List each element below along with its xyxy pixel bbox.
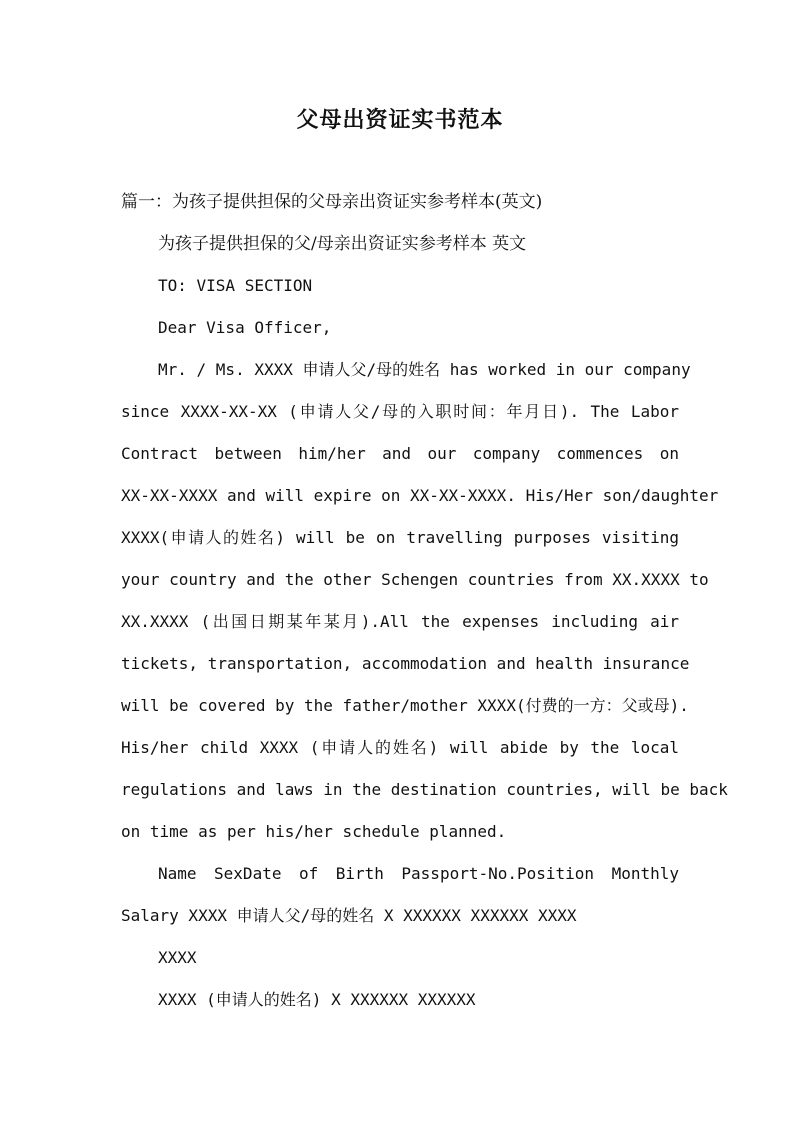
body-line: XX.XXXX (出国日期某年某月).All the expenses including air: [121, 612, 679, 631]
body-line: Contract between him/her and our company commences on: [121, 444, 679, 463]
table-row-line: XXXX: [158, 948, 197, 967]
document-title: 父母出资证实书范本: [296, 107, 504, 133]
table-row-line: XXXX (申请人的姓名) X XXXXXX XXXXXX: [158, 990, 476, 1009]
body-line: XX-XX-XXXX and will expire on XX-XX-XXXX. His/Her son/daughter: [121, 486, 719, 505]
body-line: His/her child XXXX (申请人的姓名) will abide by the local: [121, 738, 679, 757]
to-line: TO: VISA SECTION: [158, 276, 313, 295]
body-line: since XXXX-XX-XX (申请人父/母的入职时间：年月日). The Labor: [121, 402, 679, 421]
body-line: on time as per his/her schedule planned.: [121, 822, 507, 841]
table-row-line: Salary XXXX 申请人父/母的姓名 X XXXXXX XXXXXX XXXX: [121, 906, 577, 925]
table-header-line: Name SexDate of Birth Passport-No.Position Monthly: [158, 864, 679, 883]
body-line: regulations and laws in the destination countries, will be back: [121, 780, 728, 799]
body-line: tickets, transportation, accommodation and health insurance: [121, 654, 690, 673]
body-line: XXXX(申请人的姓名) will be on travelling purposes visiting: [121, 528, 679, 547]
salutation: Dear Visa Officer,: [158, 318, 332, 337]
body-line: your country and the other Schengen countries from XX.XXXX to: [121, 570, 709, 589]
body-line: will be covered by the father/mother XXXX(付费的一方：父或母).: [121, 696, 689, 715]
section-heading: 篇一：为孩子提供担保的父母亲出资证实参考样本(英文): [121, 192, 543, 212]
subheading: 为孩子提供担保的父/母亲出资证实参考样本 英文: [158, 234, 527, 254]
body-line: Mr. / Ms. XXXX 申请人父/母的姓名 has worked in our company: [158, 360, 691, 379]
